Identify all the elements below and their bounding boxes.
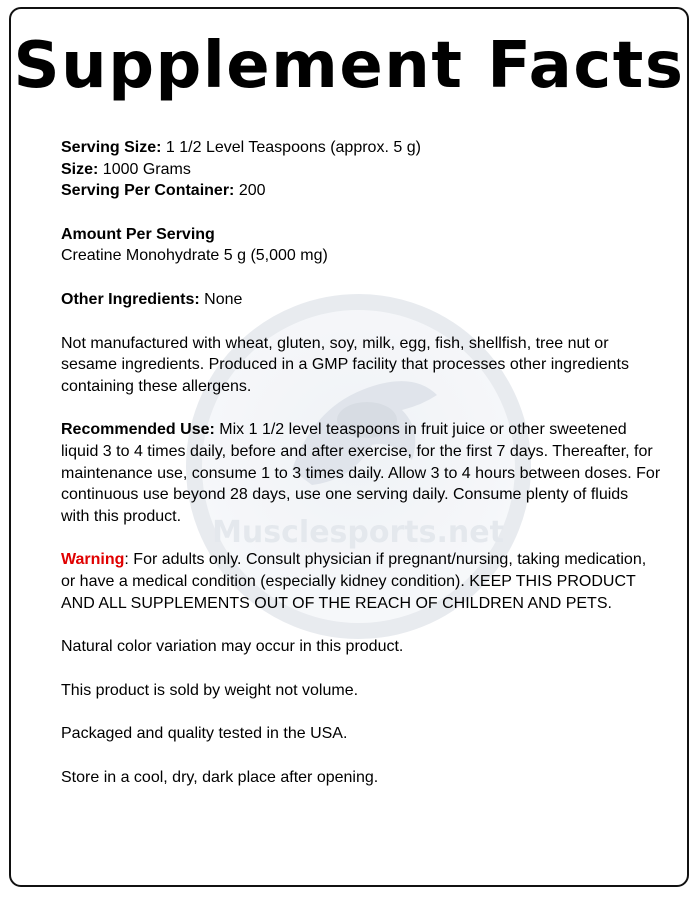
- other-ingredients-line: [61, 289, 661, 311]
- supplement-facts-panel: [9, 7, 689, 887]
- amount-per-serving-heading: Amount Per Serving: [61, 225, 215, 243]
- serving-size-value: 1 1/2 Level Teaspoons (approx. 5 g): [161, 139, 421, 156]
- warning-text: : For adults only. Consult physician if pregnant/nursing, taking medication, or have a medical condition (especially kidney condition). KEEP THIS PRODUCT AND ALL SUPPLEMENTS OUT OF THE REACH OF CHILDREN AND PETS.: [61, 551, 647, 612]
- servings-per-container-value: 200: [234, 182, 266, 200]
- note-sold-by-weight: This product is sold by weight not volume.: [61, 681, 359, 699]
- other-ingredients-value: None: [199, 290, 243, 308]
- facts-content: [61, 137, 661, 788]
- page-title: Supplement Facts: [13, 29, 685, 103]
- note-storage: Store in a cool, dry, dark place after opening.: [61, 768, 379, 786]
- note-packaged-usa: Packaged and quality tested in the USA.: [61, 725, 348, 743]
- warning-label: Warning: [61, 551, 125, 569]
- note-color-variation: Natural color variation may occur in this product.: [61, 638, 404, 656]
- size-line: [61, 159, 661, 181]
- other-ingredients-label: Other Ingredients:: [61, 290, 200, 308]
- servings-per-container-line: [61, 180, 661, 202]
- size-value: 1000 Grams: [98, 160, 191, 178]
- servings-per-container-label: Serving Per Container:: [61, 182, 235, 200]
- size-label: Size:: [61, 160, 99, 178]
- serving-size-line: [61, 137, 661, 159]
- recommended-use-text: Mix 1 1/2 level teaspoons in fruit juice or other sweetened liquid 3 to 4 times daily, before and after exercise, for the first 7 days. Thereafter, for maintenance use, consume 1 to 3 times daily. Allow 3 to 4 hours between doses. For continuous use beyond 28 days, use one serving daily. Consume plenty of fluids with this product.: [61, 421, 661, 525]
- recommended-use-label: Recommended Use:: [61, 421, 215, 439]
- recommended-use-paragraph: [61, 419, 661, 527]
- amount-per-serving-item: Creatine Monohydrate 5 g (5,000 mg): [61, 247, 328, 265]
- allergen-statement: Not manufactured with wheat, gluten, soy, milk, egg, fish, shellfish, tree nut or sesame ingredients. Produced in a GMP facility that processes other ingredients containing these allergens.: [61, 334, 629, 395]
- watermark-text: Musclesports.net: [212, 515, 504, 550]
- serving-size-label: Serving Size:: [61, 139, 162, 156]
- warning-paragraph: [61, 549, 661, 614]
